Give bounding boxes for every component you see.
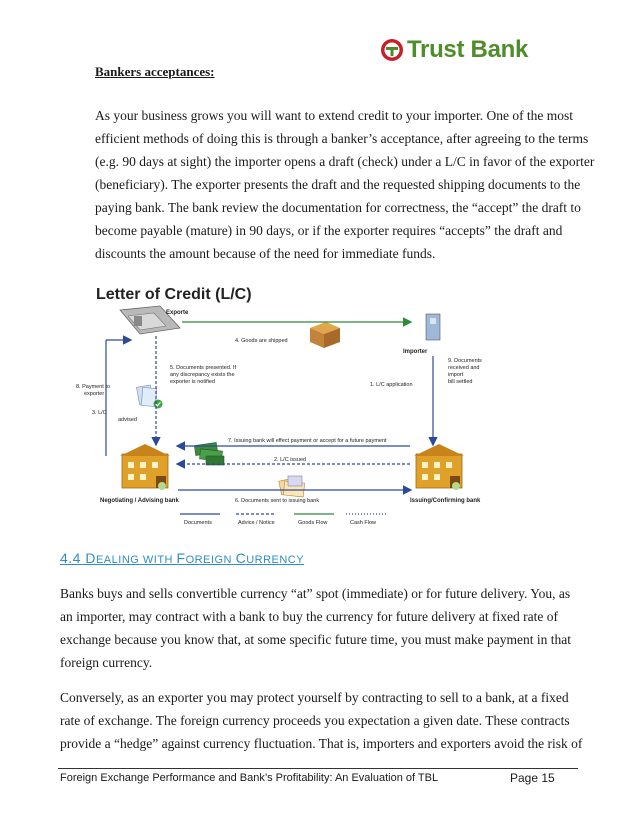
document-pile-icon <box>279 476 305 497</box>
heading-part: 4.4 D <box>60 550 96 566</box>
legend-documents: Documents <box>184 520 212 526</box>
negotiating-bank-building <box>120 444 170 490</box>
step-1-label: 1. L/C application <box>370 382 413 388</box>
step-9-label-b: received and <box>448 365 480 371</box>
heading-part: URRENCY <box>246 554 305 566</box>
footer-rule <box>58 768 578 769</box>
issuing-bank-building <box>414 444 464 490</box>
paragraph-line: exchange because you know that, at some specific future time, you must make payment in that <box>60 632 571 647</box>
step-5-label-c: exporter is notified <box>170 379 215 385</box>
body-text <box>60 582 583 755</box>
legend-advice: Advice / Notice <box>238 520 275 526</box>
diagram-legend <box>180 514 386 526</box>
paragraph-line: (e.g. 90 days at sight) the importer opens a draft (check) under a L/C in favor of the exporter <box>95 154 595 169</box>
step-9-label-c: import <box>448 372 464 378</box>
exporter-label: Exporte <box>166 310 189 316</box>
paragraph-line: foreign currency. <box>60 655 153 670</box>
paragraph-line: rate of exchange. The foreign currency proceeds you expectation a given date. These contracts <box>60 713 570 728</box>
step-3-label-b: advised <box>118 417 137 423</box>
legend-goods-flow: Goods Flow <box>298 520 328 526</box>
bankers-acceptance-paragraph <box>95 104 595 265</box>
step-4-label: 4. Goods are shipped <box>235 338 288 344</box>
importer-label: Importer <box>403 349 428 355</box>
step-9-label-a: 9. Documents <box>448 358 482 364</box>
paragraph-line: Banks buys and sells convertible currency “at” spot (immediate) or for future delivery. You, as <box>60 586 571 601</box>
step-5-label-a: 5. Documents presented. If <box>170 365 237 371</box>
step-6-label: 6. Documents sent to issuing bank <box>235 498 320 504</box>
heading-part: WITH <box>142 554 177 566</box>
diagram-title: Letter of Credit (L/C) <box>96 286 252 303</box>
paragraph-line: provide a “hedge” against currency fluctuation. That is, importers and exporters avoid the risk of <box>60 736 583 751</box>
paragraph-line: paying bank. The bank review the documentation for correctness, the “accept” the draft to <box>95 200 581 215</box>
step-7-label: 7. Issuing bank will effect payment or accept for a future payment <box>228 438 387 444</box>
page-number: Page 15 <box>510 771 555 785</box>
logo-text: Trust Bank <box>407 36 529 63</box>
negotiating-bank-label: Negotiating / Advising bank <box>100 498 179 504</box>
importer-icon <box>426 314 440 340</box>
heading-part: F <box>176 550 186 566</box>
letter-of-credit-diagram <box>70 276 550 534</box>
step-3-label-a: 3. L/C <box>92 410 107 416</box>
heading-part: EALING <box>95 554 143 566</box>
heading-part: OREIGN <box>185 554 236 566</box>
legend-cash-flow: Cash Flow <box>350 520 376 526</box>
documents-icon <box>137 385 163 409</box>
step-5-label-b: any discrepancy exists the <box>170 372 235 378</box>
trust-bank-logo-icon <box>380 38 404 62</box>
paragraph-line: efficient methods of doing this is through a banker’s acceptance, after agreeing to the terms <box>95 131 589 146</box>
paragraph-line: As your business grows you will want to extend credit to your importer. One of the most <box>95 108 574 123</box>
paragraph-line: (beneficiary). The exporter presents the draft and the requested shipping documents to the <box>95 177 581 192</box>
step-9-label-d: bill settled <box>448 379 473 385</box>
paragraph-line: an importer, may contract with a bank to buy the currency for future delivery at fixed rate of <box>60 609 559 624</box>
goods-box-icon <box>310 322 340 348</box>
paragraph-line: become payable (mature) in 90 days, or if the exporter requires “accepts” the draft and <box>95 223 563 238</box>
trust-bank-logo <box>380 35 528 65</box>
section-4-4-heading <box>60 550 304 566</box>
step-8-label-b: exporter <box>84 391 105 397</box>
paragraph-line: Conversely, as an exporter you may protect yourself by contracting to sell to a bank, at a fixed <box>60 690 569 705</box>
heading-part: C <box>235 550 247 566</box>
section-title: Bankers acceptances: <box>95 64 215 79</box>
step-8-label-a: 8. Payment to <box>76 384 110 390</box>
footer-title: Foreign Exchange Performance and Bank’s Profitability: An Evaluation of TBL <box>60 772 439 784</box>
issuing-bank-label: Issuing/Confirming bank <box>410 498 481 504</box>
step-2-label: 2. L/C issued <box>274 457 307 463</box>
paragraph-line: discounts the amount because of the need for immediate funds. <box>95 246 436 261</box>
